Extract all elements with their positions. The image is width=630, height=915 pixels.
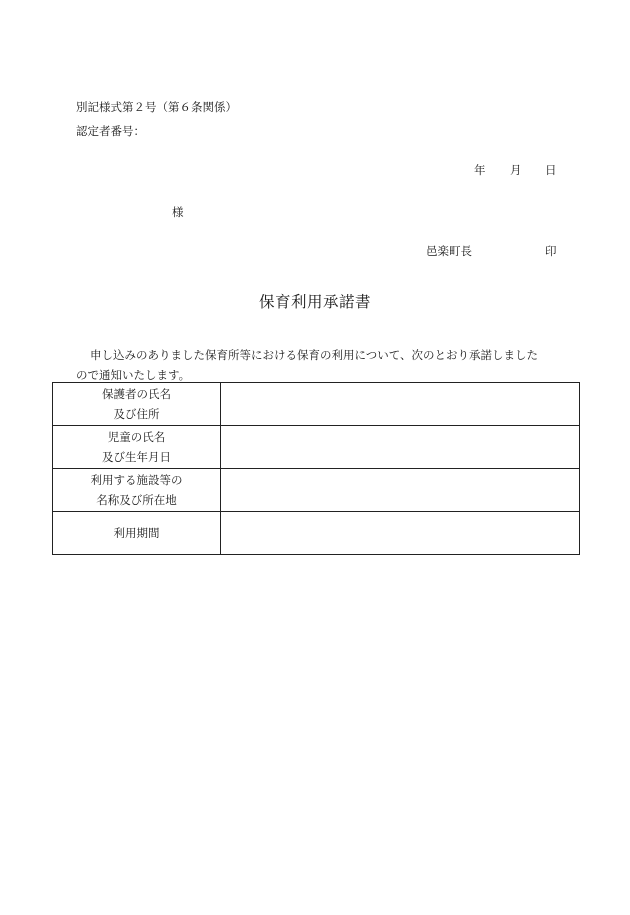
date-month-label: 月	[510, 163, 522, 177]
addressee-suffix: 様	[172, 205, 184, 219]
document-title: 保育利用承諾書	[258, 293, 371, 311]
table-row-facility	[53, 469, 580, 512]
row-label-line: 利用期間	[113, 526, 160, 540]
table-row-guardian	[53, 383, 580, 426]
form-label: 別記様式第２号（第６条関係）	[76, 100, 237, 114]
row-label-guardian	[53, 383, 221, 426]
table-row-child	[53, 426, 580, 469]
row-value-guardian	[221, 383, 580, 426]
row-label-line: 児童の氏名	[107, 430, 166, 444]
seal-mark: 印	[545, 244, 557, 258]
body-paragraph	[76, 345, 566, 385]
table-row-period	[53, 512, 580, 555]
date-year-label: 年	[474, 163, 486, 177]
row-label-line: 名称及び所在地	[96, 493, 177, 507]
issuer-title: 邑楽町長	[426, 244, 472, 258]
row-label-line: 保護者の氏名	[102, 387, 171, 401]
row-label-facility	[53, 469, 221, 512]
row-label-child	[53, 426, 221, 469]
row-label-line: 及び住所	[113, 407, 160, 421]
row-value-child	[221, 426, 580, 469]
body-line-1: 申し込みのありました保育所等における保育の利用について、次のとおり承諾しました	[90, 348, 539, 362]
info-table	[52, 382, 580, 555]
row-label-line: 利用する施設等の	[90, 473, 183, 487]
date-day-label: 日	[545, 163, 557, 177]
row-value-period	[221, 512, 580, 555]
row-label-line: 及び生年月日	[102, 450, 171, 464]
cert-number-label: 認定者番号：	[76, 124, 145, 138]
row-value-facility	[221, 469, 580, 512]
row-label-period	[53, 512, 221, 555]
body-line-2: ので通知いたします。	[76, 368, 191, 382]
